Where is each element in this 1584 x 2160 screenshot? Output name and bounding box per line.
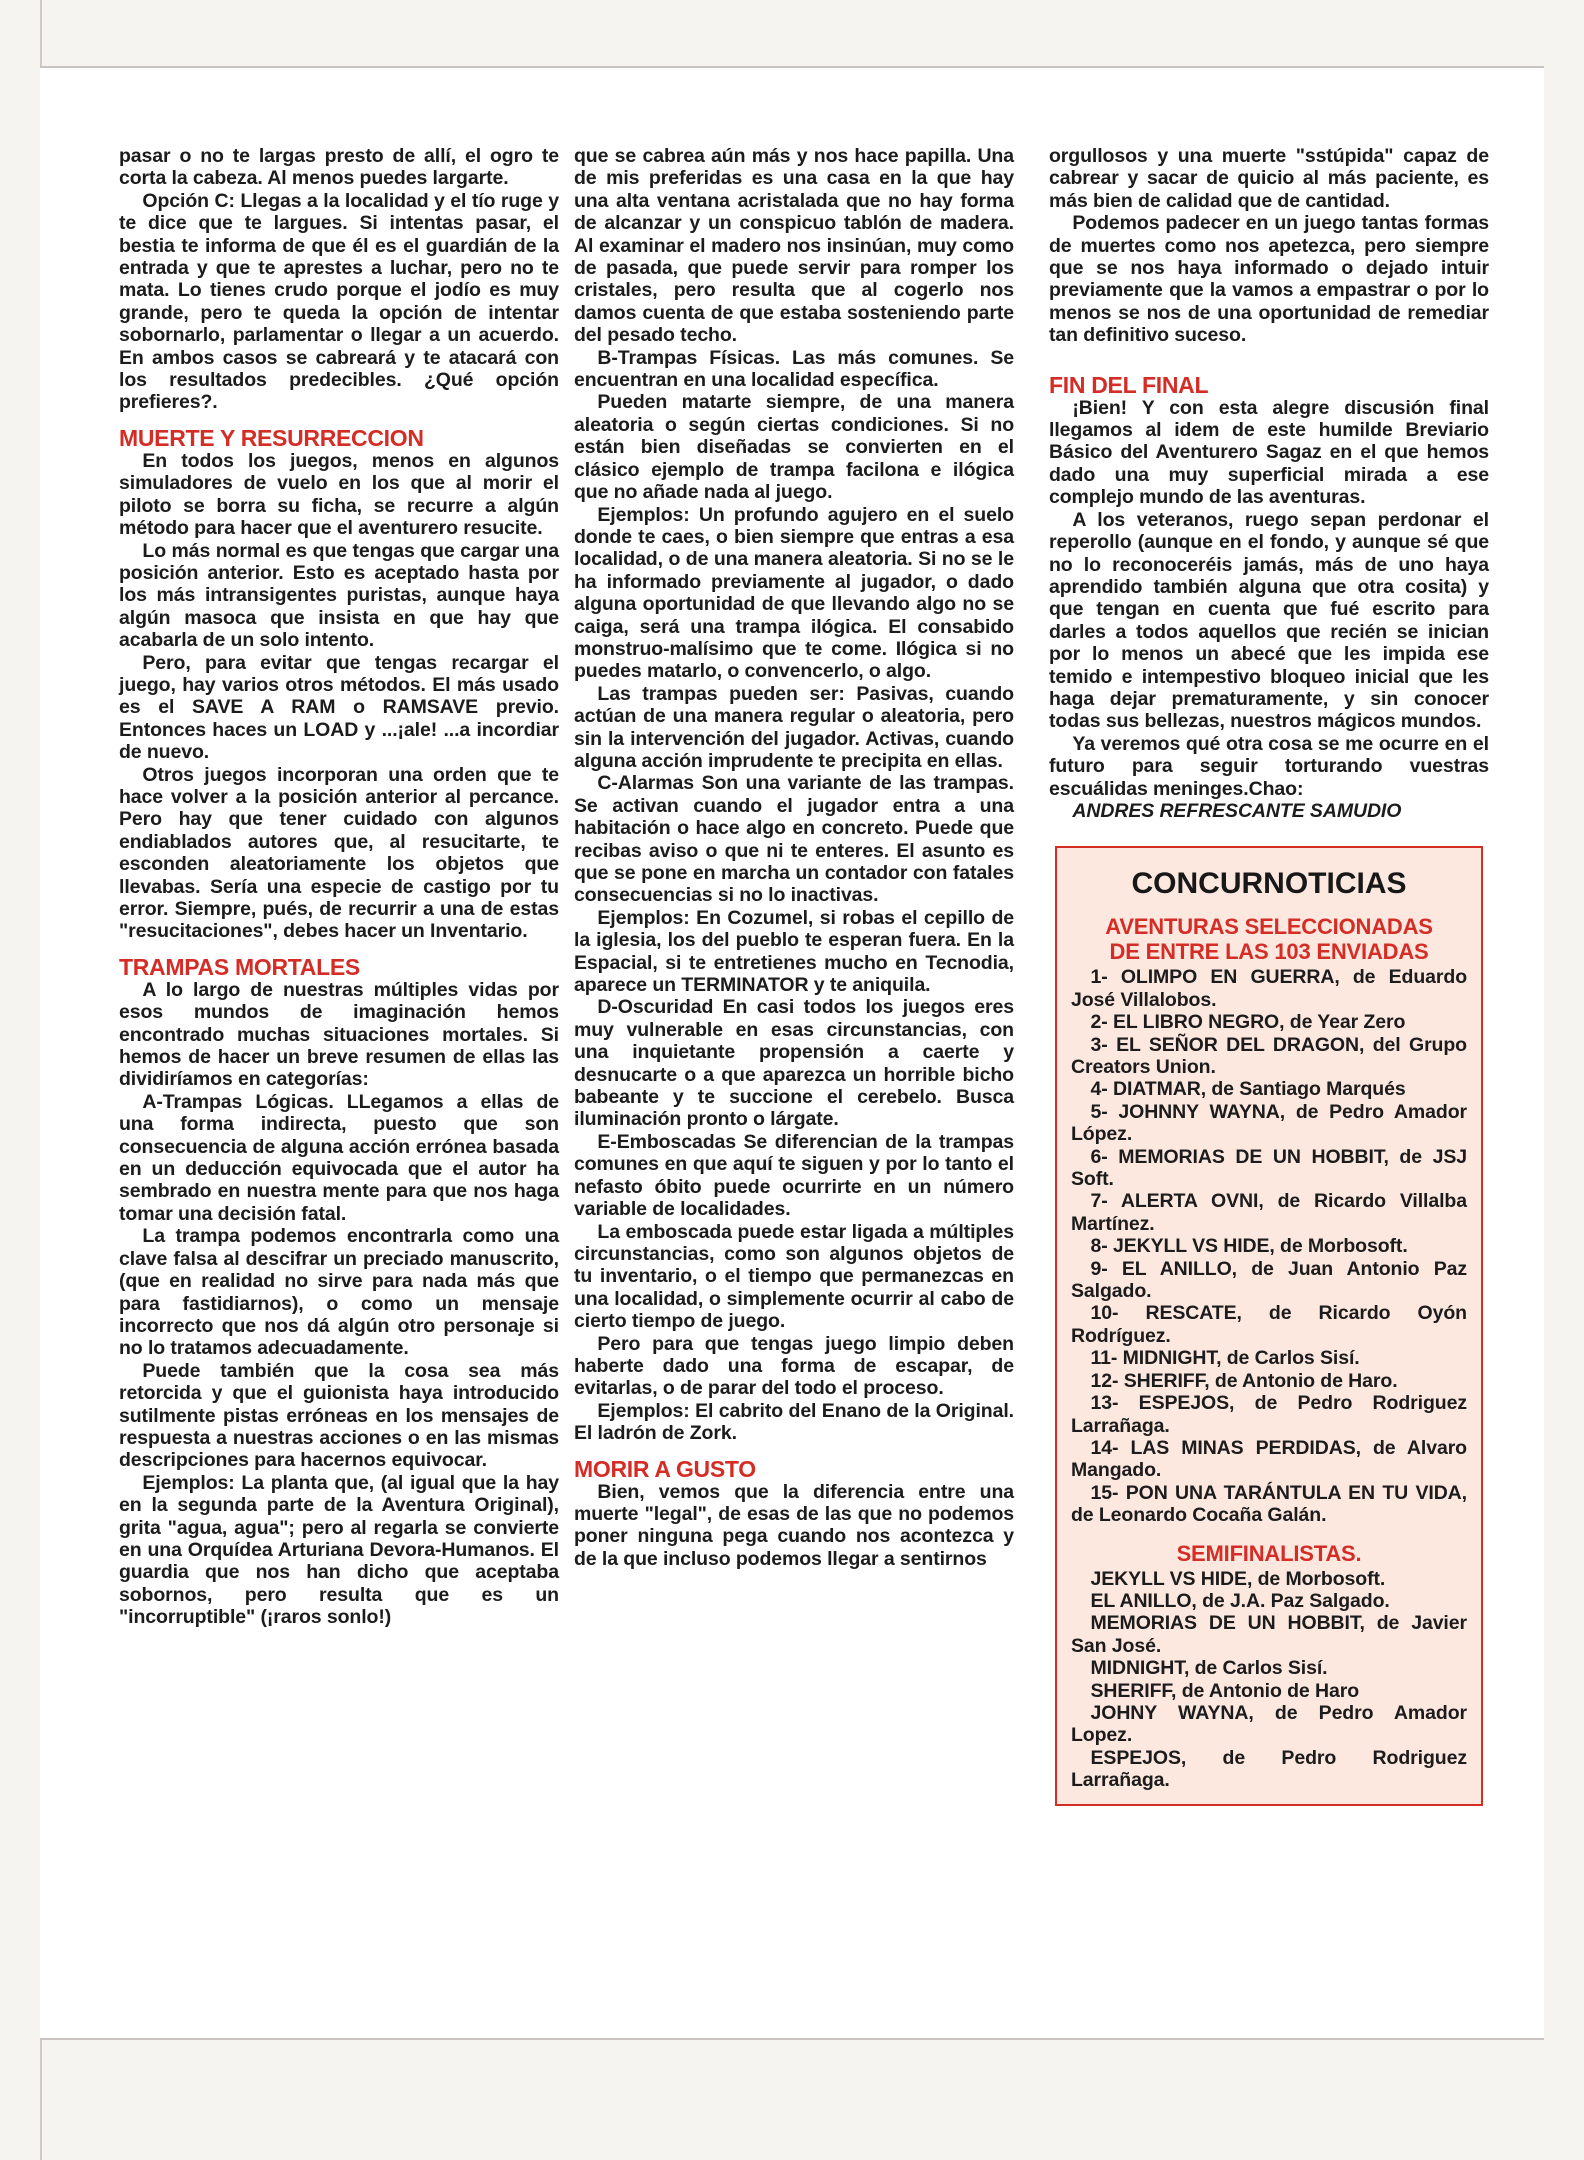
- list-item: 7- ALERTA OVNI, de Ricardo Villalba Martínez.: [1071, 1190, 1467, 1235]
- list-item: 2- EL LIBRO NEGRO, de Year Zero: [1090, 1011, 1406, 1034]
- paragraph: E-Emboscadas Se diferencian de la trampas comunes en que aquí te siguen y por lo tanto el nefasto óbito puede ocurrirte en un número variable de localidades.: [574, 1130, 1014, 1221]
- paragraph: pasar o no te largas presto de allí, el ogro te corta la cabeza. Al menos puedes largarte.: [119, 145, 559, 190]
- box-subtitle: AVENTURAS SELECCIONADAS: [1105, 914, 1433, 940]
- list-item: 5- JOHNNY WAYNA, de Pedro Amador López.: [1071, 1100, 1467, 1146]
- paragraph: D-Oscuridad En casi todos los juegos eres muy vulnerable en esas circunstancias, con una inquietante propensión a caerte y desnucarte o a que aparezca un horrible bicho babeante y te succione el cerebelo. Busca iluminación pronto o lárgate.: [574, 996, 1014, 1131]
- paragraph: A los veteranos, ruego sepan perdonar el reperollo (aunque en el fondo, y aunque sé que no lo reconoceréis jamás, más de uno haya aprendido también alguna que otra cosita) y que tengan en cuenta que fué escrito para darles a todos aquellos que recién se inician por lo menos un abecé que les impida ese temido e intempestivo bloqueo inicial que les haga dejar prematuramente, y sin conocer todas sus bellezas, nuestros mágicos mundos.: [1049, 508, 1489, 733]
- semifinalists-list: [1071, 1568, 1467, 1792]
- semifinal-title: SEMIFINALISTAS.: [1176, 1540, 1362, 1566]
- column-2: [574, 145, 1014, 1570]
- paragraph: orgullosos y una muerte "sstúpida" capaz de cabrear y sacar de quicio al más paciente, es más bien de calidad que de cantidad.: [1049, 145, 1489, 212]
- paragraph: Pero, para evitar que tengas recargar el juego, hay varios otros métodos. El más usado es el SAVE A RAM o RAMSAVE previo. Entonces haces un LOAD y ...¡ale! ...a incordiar de nuevo.: [119, 651, 559, 764]
- list-item: SHERIFF, de Antonio de Haro: [1090, 1679, 1360, 1702]
- paragraph: Las trampas pueden ser: Pasivas, cuando actúan de una manera regular o aleatoria, pero sin la intervención del jugador. Activas, cuando alguna acción imprudente te precipita en ellas.: [574, 682, 1014, 772]
- list-item: 11- MIDNIGHT, de Carlos Sisí.: [1090, 1347, 1360, 1370]
- section-heading-trampas: TRAMPAS MORTALES: [119, 953, 360, 980]
- list-item: 15- PON UNA TARÁNTULA EN TU VIDA, de Leonardo Cocaña Galán.: [1071, 1481, 1467, 1527]
- section-heading-morir: MORIR A GUSTO: [574, 1455, 756, 1482]
- list-item: MIDNIGHT, de Carlos Sisí.: [1090, 1657, 1328, 1680]
- paragraph: que se cabrea aún más y nos hace papilla. Una de mis preferidas es una casa en la que hay una alta ventana acristalada que no hay forma de alcanzar y un conspicuo tablón de madera. Al examinar el madero nos insinúan, muy como de pasada, que puede servir para romper los cristales, pero resulta que al cogerlo nos damos cuenta de que estaba sosteniendo parte del pesado techo.: [574, 145, 1014, 347]
- selected-list: [1071, 966, 1467, 1526]
- paragraph: Ejemplos: El cabrito del Enano de la Original. El ladrón de Zork.: [574, 1399, 1014, 1445]
- paragraph: La emboscada puede estar ligada a múltiples circunstancias, como son algunos objetos de tu inventario, o el tiempo que permanezcas en una localidad, o simplemente ocurrir al cabo de cierto tiempo de juego.: [574, 1220, 1014, 1333]
- section-heading-muerte: MUERTE Y RESURRECCION: [119, 424, 424, 451]
- section-heading-fin: FIN DEL FINAL: [1049, 371, 1209, 398]
- list-item: 6- MEMORIAS DE UN HOBBIT, de JSJ Soft.: [1071, 1145, 1467, 1191]
- paragraph: B-Trampas Físicas. Las más comunes. Se encuentran en una localidad específica.: [574, 346, 1014, 392]
- list-item: 9- EL ANILLO, de Juan Antonio Paz Salgado.: [1071, 1257, 1467, 1303]
- paragraph: Opción C: Llegas a la localidad y el tío ruge y te dice que te largues. Si intentas pasar, el bestia te informa de que él es el guardián de la entrada y que te aprestes a luchar, pero no te mata. Lo tienes crudo porque el jodío es muy grande, pero te queda la opción de intentar sobornarlo, parlamentar o llegar a un acuerdo. En ambos casos se cabreará y te atacará con los resultados predecibles. ¿Qué opción prefieres?.: [119, 189, 559, 414]
- paragraph: A-Trampas Lógicas. LLegamos a ellas de una forma indirecta, puesto que son consecuencia de alguna acción errónea basada en un deducción equivocada que el autor ha sembrado en nuestra mente para que nos haga tomar una decisión fatal.: [119, 1090, 559, 1225]
- paragraph: En todos los juegos, menos en algunos simuladores de vuelo en los que al morir el piloto se borra su ficha, se recurre a algún método para hacer que el aventurero resucite.: [119, 449, 559, 540]
- paragraph: ¡Bien! Y con esta alegre discusión final llegamos al idem de este humilde Breviario Básico del Aventurero Sagaz en el que hemos dado una muy superficial mirada a ese complejo mundo de las aventuras.: [1049, 396, 1489, 509]
- list-item: JOHNY WAYNA, de Pedro Amador Lopez.: [1071, 1701, 1467, 1747]
- column-3: [1049, 145, 1489, 1806]
- paragraph: Podemos padecer en un juego tantas formas de muertes como nos apetezca, pero siempre que se nos haya informado o dejado intuir previamente que la vamos a empastrar o por lo menos se nos de una oportunidad de remediar tan definitivo suceso.: [1049, 212, 1489, 347]
- paragraph: Ejemplos: En Cozumel, si robas el cepillo de la iglesia, los del pueblo te esperan fuera. En la Espacial, si te entretienes mucho en Tecnodia, aparece un TERMINATOR y te aniquila.: [574, 906, 1014, 997]
- paragraph: Ejemplos: La planta que, (al igual que la hay en la segunda parte de la Aventura Original), grita "agua, agua"; pero al regarla se convierte en una Orquídea Arturiana Devora-Humanos. El guardia que nos han dicho que aceptaba sobornos, pero resulta que es un "incorruptible" (¡raros sonlo!): [119, 1471, 559, 1629]
- list-item: MEMORIAS DE UN HOBBIT, de Javier San José.: [1071, 1612, 1467, 1657]
- list-item: 12- SHERIFF, de Antonio de Haro.: [1090, 1369, 1398, 1392]
- paragraph: Pero para que tengas juego limpio deben haberte dado una forma de escapar, de evitarlas, o de parar del todo el proceso.: [574, 1332, 1014, 1400]
- box-subtitle: DE ENTRE LAS 103 ENVIADAS: [1109, 939, 1429, 965]
- box-title: CONCURNOTICIAS: [1131, 867, 1407, 901]
- paragraph: C-Alarmas Son una variante de las trampas. Se activan cuando el jugador entra a una habitación o hace algo en concreto. Puede que recibas aviso o que ni te enteres. El asunto es que se pone en marcha un contador con fatales consecuencias si no lo inactivas.: [574, 772, 1014, 907]
- list-item: ESPEJOS, de Pedro Rodriguez Larrañaga.: [1071, 1746, 1467, 1792]
- concurnoticias-box: [1055, 846, 1483, 1805]
- list-item: EL ANILLO, de J.A. Paz Salgado.: [1090, 1589, 1390, 1612]
- paragraph: Otros juegos incorporan una orden que te hace volver a la posición anterior al percance. Pero hay que tener cuidado con algunos endiablados autores que, al resucitarte, te esconden aleatoriamente los objetos que llevabas. Sería una especie de castigo por tu error. Siempre, pués, de recurrir a una de estas "resucitaciones", debes hacer un Inventario.: [119, 763, 559, 943]
- paragraph: Pueden matarte siempre, de una manera aleatoria o según ciertas condiciones. Si no están bien diseñadas se convierten en el clásico ejemplo de trampa facilona e ilógica que no añade nada al juego.: [574, 391, 1014, 504]
- list-item: 13- ESPEJOS, de Pedro Rodriguez Larrañaga.: [1071, 1392, 1467, 1437]
- paragraph: Puede también que la cosa sea más retorcida y que el guionista haya introducido sutilmente pistas erróneas en los mensajes de respuesta a nuestras acciones o en las mismas descripciones para hacernos equivocar.: [119, 1359, 559, 1472]
- column-1: [119, 145, 559, 1629]
- list-item: 3- EL SEÑOR DEL DRAGON, del Grupo Creators Union.: [1071, 1033, 1467, 1078]
- list-item: 14- LAS MINAS PERDIDAS, de Alvaro Mangado.: [1071, 1436, 1467, 1482]
- list-item: 1- OLIMPO EN GUERRA, de Eduardo José Villalobos.: [1071, 966, 1467, 1011]
- list-item: 10- RESCATE, de Ricardo Oyón Rodríguez.: [1071, 1302, 1467, 1347]
- paragraph: A lo largo de nuestras múltiples vidas por esos mundos de imaginación hemos encontrado muchas situaciones mortales. Si hemos de hacer un breve resumen de ellas las dividiríamos en categorías:: [119, 978, 559, 1091]
- paragraph: Ejemplos: Un profundo agujero en el suelo donde te caes, o bien siempre que entras a esa localidad, o de una manera aleatoria. Si no se le ha informado previamente al jugador, o dado alguna oportunidad de que llevando algo no se caiga, será una trampa ilógica. El consabido monstruo-malísimo que te come. Ilógica si no puedes matarlo, o convencerlo, o algo.: [574, 503, 1014, 683]
- list-item: 4- DIATMAR, de Santiago Marqués: [1090, 1078, 1406, 1101]
- paragraph: Ya veremos qué otra cosa se me ocurre en el futuro para seguir torturando vuestras escuálidas meninges.Chao:: [1049, 732, 1489, 800]
- paragraph: La trampa podemos encontrarla como una clave falsa al descifrar un preciado manuscrito, (que en realidad no sirve para nada más que para fastidiarnos), o como un mensaje incorrecto que nos dá algún otro personaje si no lo tratamos adecuadamente.: [119, 1225, 559, 1360]
- list-item: 8- JEKYLL VS HIDE, de Morbosoft.: [1090, 1235, 1408, 1258]
- list-item: JEKYLL VS HIDE, de Morbosoft.: [1090, 1567, 1386, 1590]
- paragraph: Bien, vemos que la diferencia entre una muerte "legal", de esas de las que no podemos poner ninguna pega cuando nos acontezca y de la que incluso podemos llegar a sentirnos: [574, 1480, 1014, 1570]
- author-signature: ANDRES REFRESCANTE SAMUDIO: [1072, 799, 1402, 822]
- paragraph: Lo más normal es que tengas que cargar una posición anterior. Esto es aceptado hasta por los más intransigentes puristas, aunque haya algún masoca que insista en que hay que acabarla de un solo intento.: [119, 539, 559, 652]
